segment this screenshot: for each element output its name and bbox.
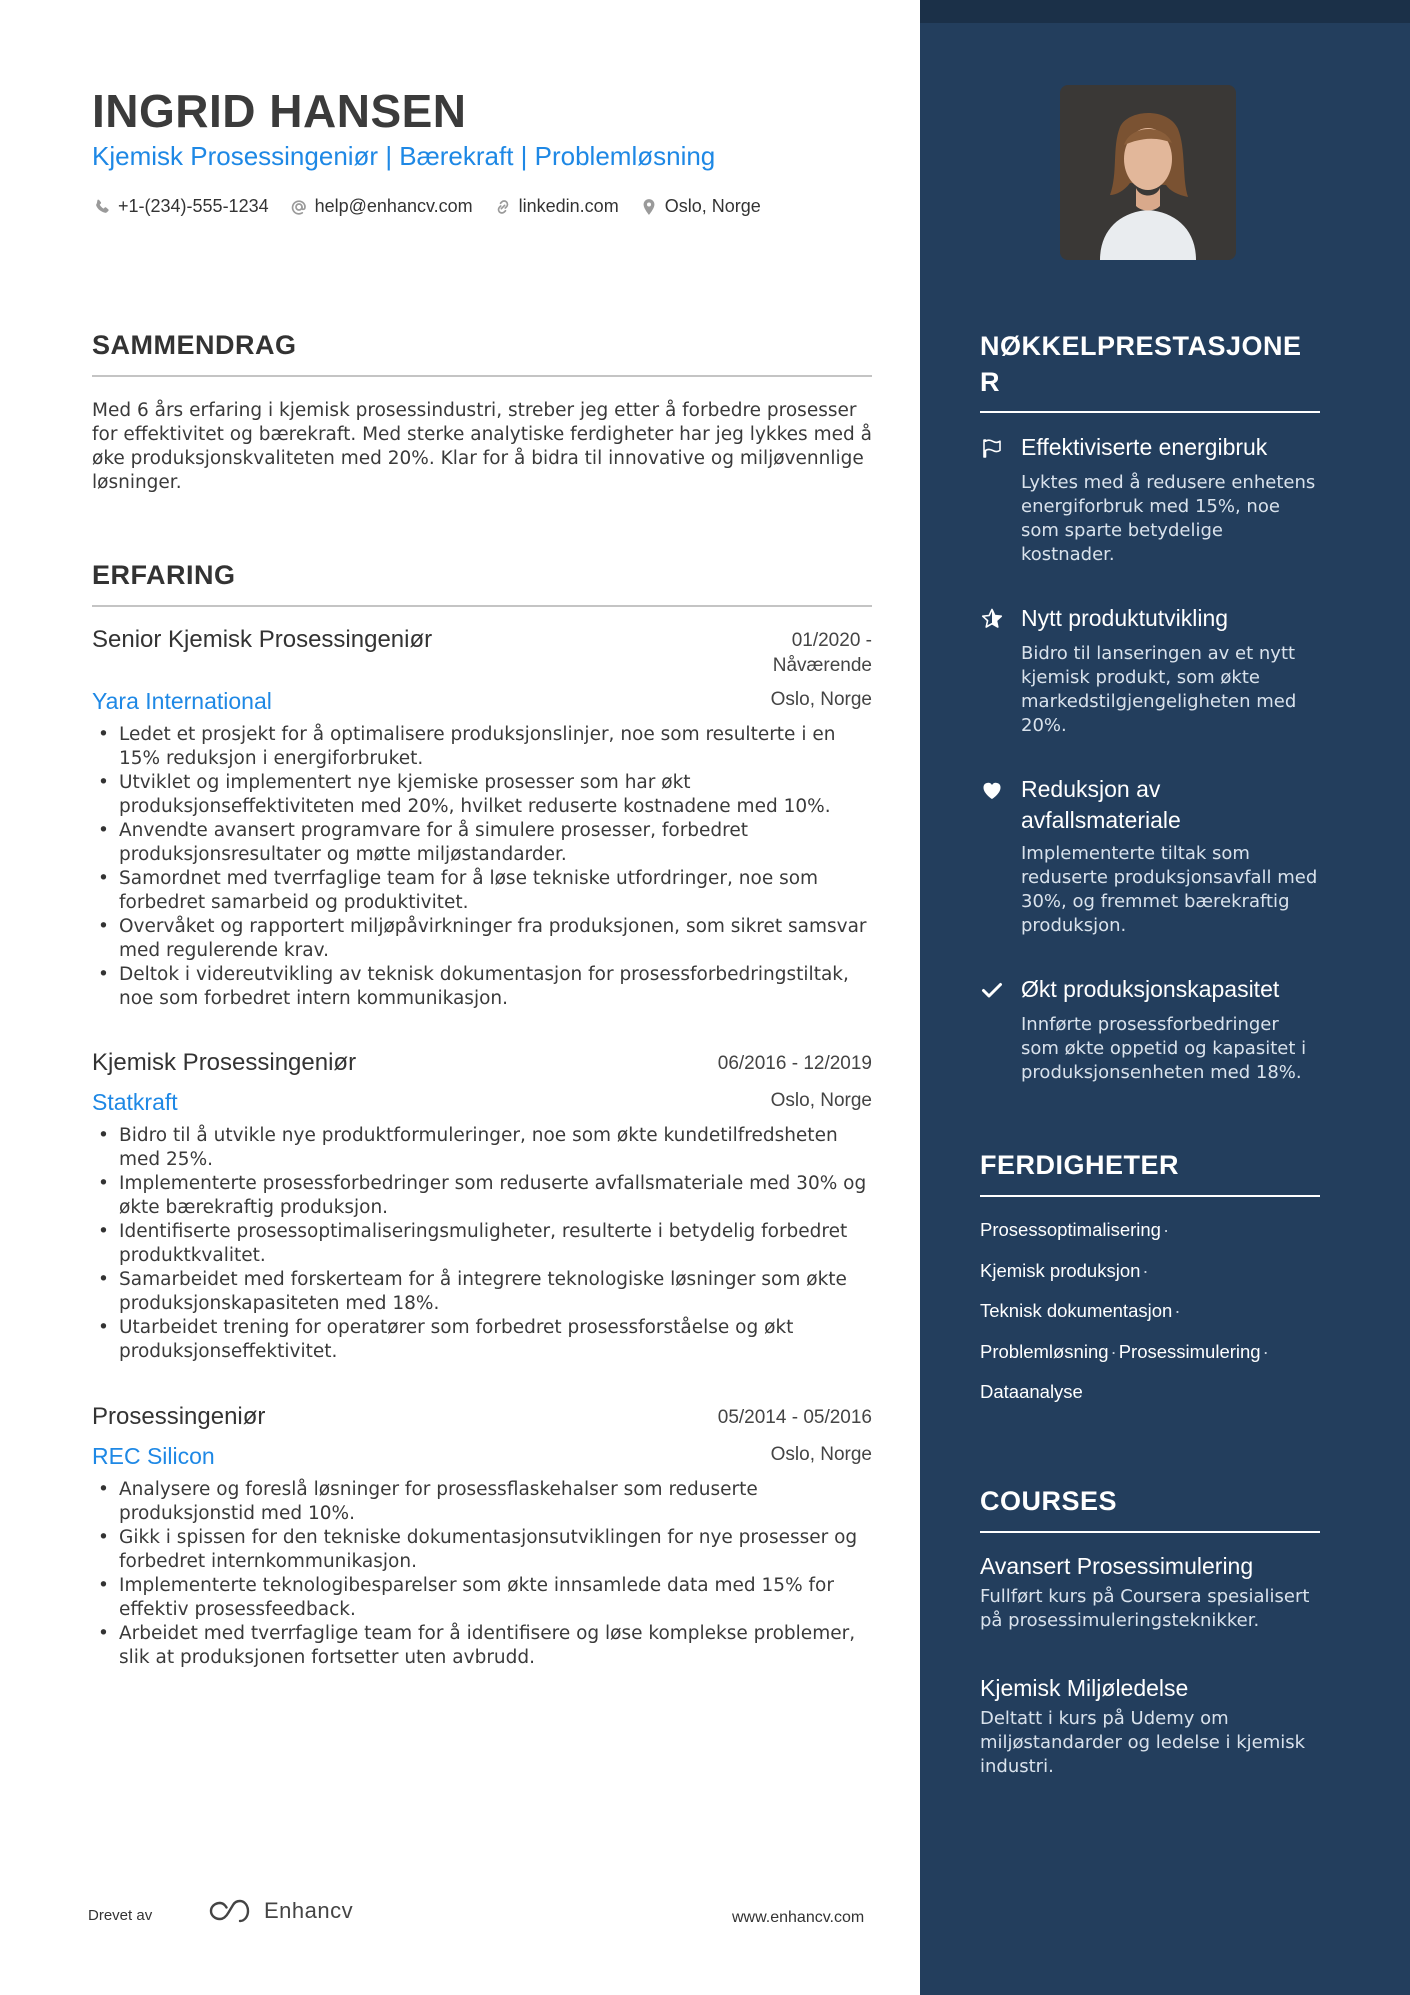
contact-phone[interactable] [92,196,269,217]
contact-location [639,196,761,217]
achievements-divider [980,411,1320,413]
achievement-description: Lyktes med å redusere enhetens energiforbruk med 15%, noe som sparte betydelige kostnader. [1021,472,1316,565]
enhancv-logo[interactable] [206,1898,353,1924]
summary-heading: SAMMENDRAG [92,330,297,360]
job-bullet: • Samarbeidet med forskerteam for å integrere teknologiske løsninger som økte produksjonskapasiteten med 18%. [92,1268,872,1316]
footer-url[interactable]: www.enhancv.com [732,1909,865,1926]
achievements-heading [980,328,1302,400]
job-bullet: • Utviklet og implementert nye kjemiske prosesser som har økt produksjonseffektiviteten med 20%, hvilket reduserte kostnadene med 10%. [92,771,872,819]
course-title: Avansert Prosessimulering [980,1553,1254,1579]
job-company: Yara International [92,688,272,714]
location-pin-icon [639,197,659,217]
experience-divider [92,605,872,607]
job-bullet: • Deltok i videreutvikling av teknisk dokumentasjon for prosessforbedringstiltak, noe som forbedret intern kommunikasjon. [92,963,872,1011]
candidate-name: INGRID HANSEN [92,85,467,137]
job-dates [773,628,872,678]
job-company: Statkraft [92,1089,178,1115]
course-title: Kjemisk Miljøledelse [980,1675,1189,1701]
course-item [980,1673,1320,1779]
course-description: Fullført kurs på Coursera spesialisert på prosessimuleringsteknikker. [980,1586,1310,1631]
experience-heading: ERFARING [92,560,236,590]
job-date-start: 01/2020 - [791,630,872,651]
job-location: Oslo, Norge [770,1444,872,1465]
job-bullet: • Overvåket og rapportert miljøpåvirkninger fra produksjonen, som sikret samsvar med regulerende krav. [92,915,872,963]
job-bullet: • Ledet et prosjekt for å optimalisere produksjonslinjer, noe som resulterte i en 15% reduksjon i energiforbruket. [92,723,872,771]
contact-email-text: help@enhancv.com [314,196,473,216]
profile-photo-image [1060,85,1236,260]
job-company: REC Silicon [92,1443,215,1469]
job-location: Oslo, Norge [770,689,872,710]
candidate-tagline: Kjemisk Prosessingeniør | Bærekraft | Problemløsning [92,141,716,171]
job-bullet: • Bidro til å utvikle nye produktformuleringer, noe som økte kundetilfredsheten med 25%. [92,1124,872,1172]
achievements-heading-line1: NØKKELPRESTASJONE [980,331,1302,361]
heart-icon [980,778,1004,802]
skill-item: Kjemisk produksjon [980,1259,1141,1281]
sidebar [920,0,1410,1995]
enhancv-logo-text: Enhancv [264,1898,354,1923]
job-bullet: • Anvendte avansert programvare for å simulere prosesser, forbedret produksjonsresultater og møtte miljøstandarder. [92,819,872,867]
job-bullet: • Analysere og foreslå løsninger for prosessflaskehalser som reduserte produksjonstid med 10%. [92,1478,872,1526]
achievement-description: Innførte prosessforbedringer som økte oppetid og kapasitet i produksjonsenheten med 18%. [1021,1014,1307,1083]
job-bullet: • Gikk i spissen for den tekniske dokumentasjonsutviklingen for nye prosesser og forbedret internkommunikasjon. [92,1526,872,1574]
skills-list: Prosessoptimalisering · Kjemisk produksjon · Teknisk dokumentasjon · Problemløsning · Prosessimulering · Dataanalyse [980,1219,1269,1402]
contact-location-text: Oslo, Norge [664,196,761,216]
job-bullet: • Implementerte teknologibesparelser som økte innsamlede data med 15% for effektiv prosessfeedback. [92,1574,872,1622]
skill-item: Prosessoptimalisering [980,1219,1161,1240]
job-location: Oslo, Norge [770,1090,872,1111]
contact-email[interactable] [289,196,473,217]
job-dates: 05/2014 - 05/2016 [717,1407,872,1428]
job-title: Senior Kjemisk Prosessingeniør [92,626,433,653]
job-date-end: Nåværende [772,655,872,676]
skills-divider [980,1195,1320,1197]
enhancv-logo-icon [206,1898,254,1924]
job-bullet: • Identifiserte prosessoptimaliseringsmuligheter, resulterte i betydelig forbedret produktkvalitet. [92,1220,872,1268]
job-bullet: • Samordnet med tverrfaglige team for å løse tekniske utfordringer, noe som forbedret samarbeid og produktivitet. [92,867,872,915]
skill-item: Dataanalyse [980,1381,1083,1402]
contact-linkedin-text: linkedin.com [518,196,619,216]
sidebar-top-band [920,0,1410,23]
link-icon [493,197,513,217]
course-item [980,1551,1320,1633]
achievement-title: Reduksjon av avfallsmateriale [1021,776,1181,833]
achievement-description: Bidro til lanseringen av et nytt kjemisk produkt, som økte markedstilgjengeligheten med 20%. [1021,643,1297,736]
checkmark-icon [980,978,1004,1002]
summary-text: Med 6 års erfaring i kjemisk prosessindustri, streber jeg etter å forbedre prosesser for effektivitet og bærekraft. Med sterke analytiske ferdigheter har jeg lykkes med å øke produksjonskvaliteten med 20%. Klar for å bidra til innovative og miljøvennlige løsninger. [92,400,872,493]
job-bullet: • Implementerte prosessforbedringer som reduserte avfallsmateriale med 30% og økte bærekraftig produksjon. [92,1172,872,1220]
profile-photo [1060,85,1236,260]
job-bullets [92,1478,872,1670]
skill-item: Problemløsning [980,1340,1109,1362]
at-icon [289,197,309,217]
job-title: Prosessingeniør [92,1403,266,1430]
achievement-title: Effektiviserte energibruk [1021,434,1268,460]
achievement-title: Økt produksjonskapasitet [1021,976,1280,1002]
job-bullet: • Utarbeidet trening for operatører som forbedret prosessforståelse og økt produksjonseffektivitet. [92,1316,872,1364]
achievements-heading-line2: R [980,367,1000,397]
contact-bar [92,196,761,217]
phone-icon [92,197,112,217]
flag-icon [980,436,1004,460]
achievement-title: Nytt produktutvikling [1021,605,1229,631]
job-title: Kjemisk Prosessingeniør [92,1049,357,1076]
summary-divider [92,375,872,377]
contact-linkedin[interactable] [493,196,619,217]
skill-item: Prosessimulering [1118,1340,1261,1362]
job-bullets [92,1124,872,1364]
contact-phone-text: +1-(234)-555-1234 [118,196,269,216]
job-bullets [92,723,872,1011]
achievement-description: Implementerte tiltak som reduserte produksjonsavfall med 30%, og fremmet bærekraftig produksjon. [1021,843,1318,936]
courses-heading: COURSES [980,1486,1118,1516]
job-dates: 06/2016 - 12/2019 [717,1053,872,1074]
skills-heading: FERDIGHETER [980,1150,1180,1180]
course-description: Deltatt i kurs på Udemy om miljøstandarder og ledelse i kjemisk industri. [980,1708,1306,1777]
skill-item: Teknisk dokumentasjon [980,1300,1173,1321]
powered-by-label: Drevet av [88,1907,153,1924]
star-icon [980,607,1004,631]
job-bullet: • Arbeidet med tverrfaglige team for å identifisere og løse komplekse problemer, slik at produksjonen fortsetter uten avbrudd. [92,1622,872,1670]
courses-divider [980,1531,1320,1533]
